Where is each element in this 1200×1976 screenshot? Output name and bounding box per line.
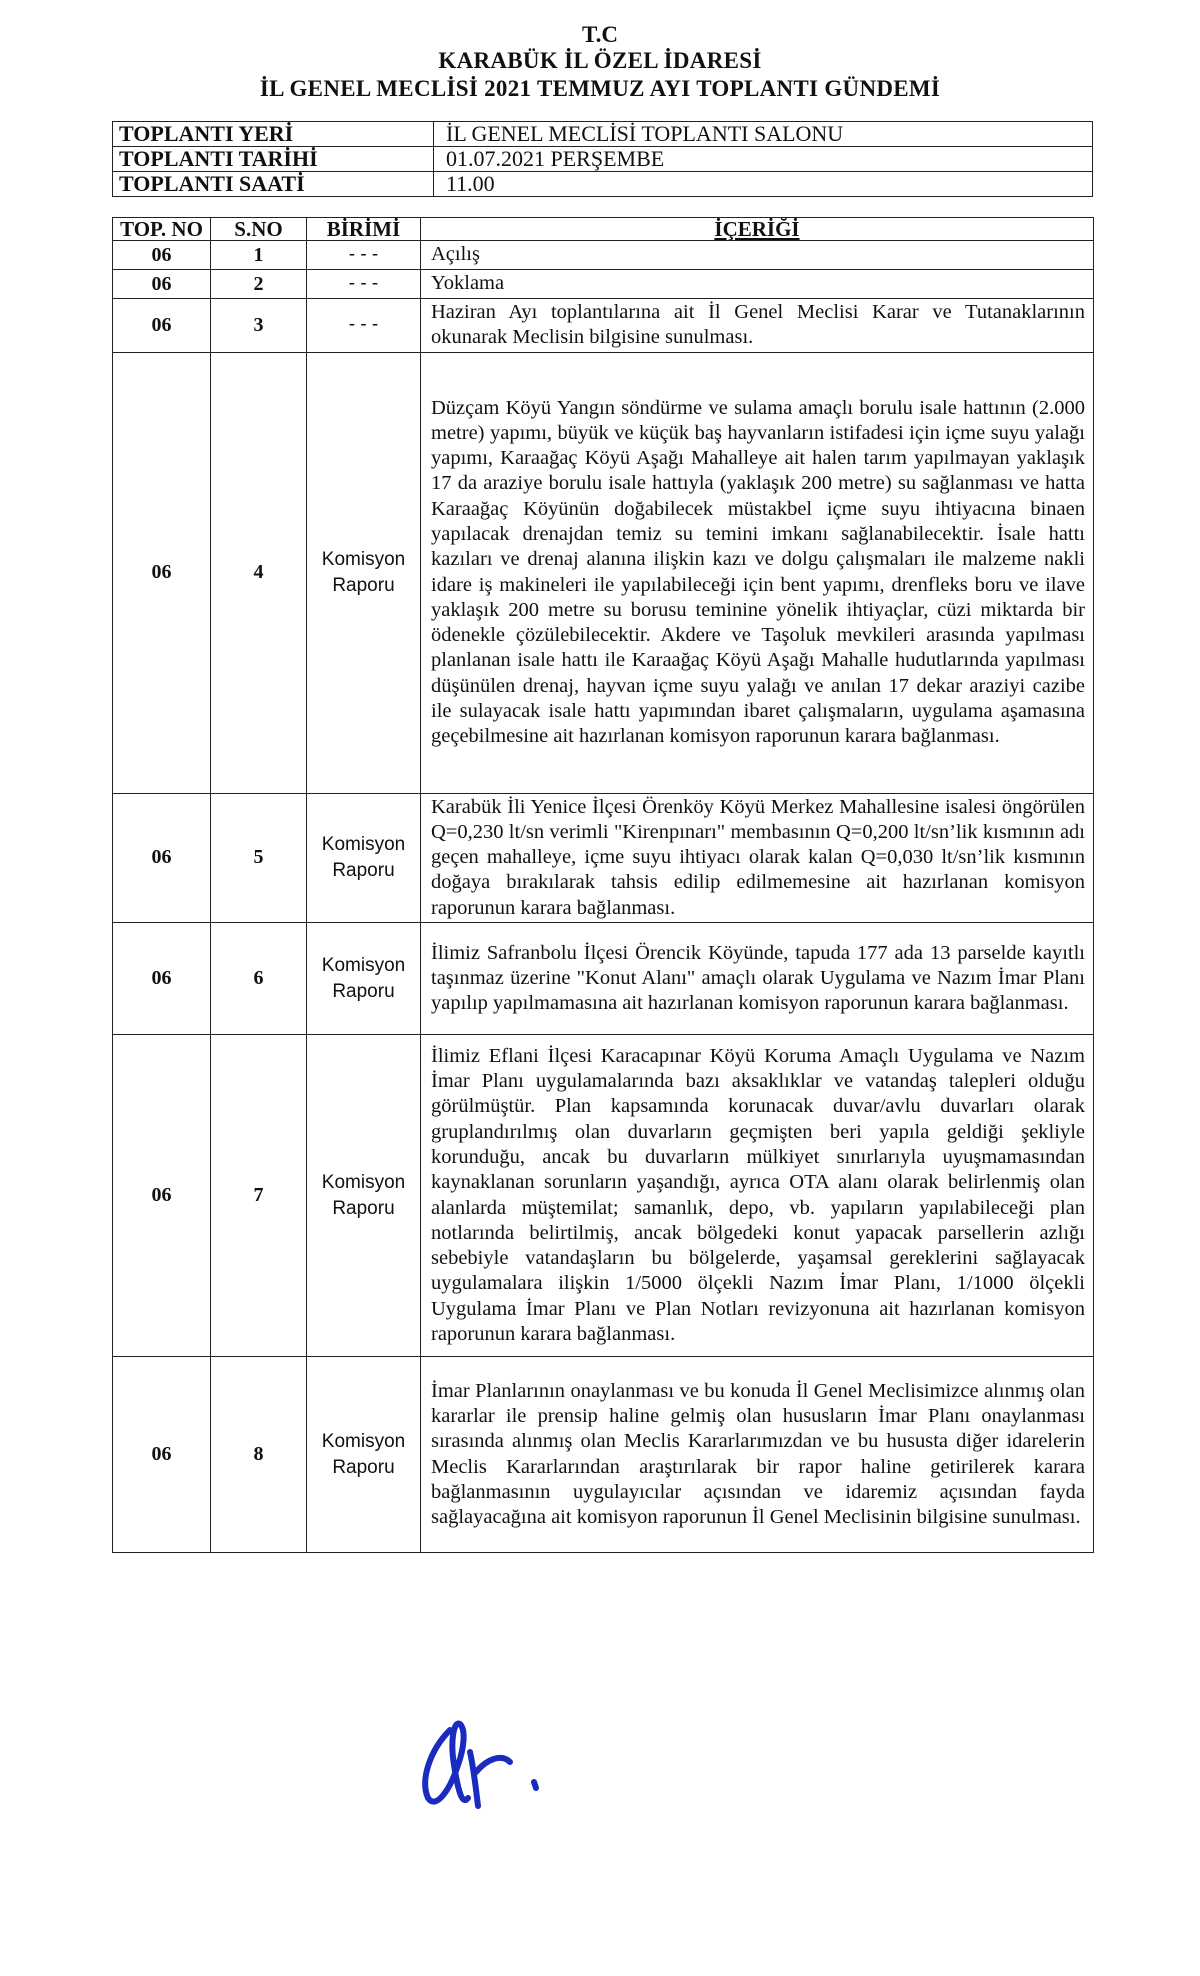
icerik-cell: İmar Planlarının onaylanması ve bu konuda İl Genel Meclisimizce alınmış olan kararlar ile prensip haline gelmiş olan hususların İmar Planı onaylanması sırasında alınmış olan Meclis Kararlarımızdan ve bu hususta diğer idarelerin Meclis Kararlarından araştırılarak bir rapor haline getirilerek karara bağlanmasının uygulayıcılar açısından ve idaremiz açısından fayda sağlayacağına ait komisyon raporunun İl Genel Meclisinin bilgisine sunulması. [421,1357,1094,1553]
s-no-cell: 2 [211,270,307,299]
agenda-table [112,217,1094,1553]
icerik-cell: Karabük İli Yenice İlçesi Örenköy Köyü Merkez Mahallesine isalesi öngörülen Q=0,230 lt/sn verimli "Kirenpınarı" membasının Q=0,200 lt/sn’lik kısmının adı geçen mahalleye, içme suyu ihtiyacı olarak kalan Q=0,030 lt/sn’lik kısmının doğaya bırakılarak tahsis edilip edilmemesine ait hazırlanan komisyon raporunun karara bağlanması. [421,793,1094,922]
top-no-cell: 06 [113,241,211,270]
top-no-cell: 06 [113,793,211,922]
top-no-cell: 06 [113,299,211,353]
agenda-header-row [113,218,1094,241]
meeting-time-label: TOPLANTI SAATİ [113,172,434,197]
meeting-time-row [113,172,1093,197]
meeting-place-value: İL GENEL MECLİSİ TOPLANTI SALONU [434,122,1093,147]
birimi-cell: Komisyon Raporu [307,1357,421,1553]
meeting-time-value: 11.00 [434,172,1093,197]
icerik-cell: İlimiz Safranbolu İlçesi Örencik Köyünde, tapuda 177 ada 13 parselde kayıtlı taşınmaz üzerine "Konut Alanı" amaçlı olarak Uygulama ve Nazım İmar Planı yapılıp yapılmamasına ait hazırlanan komisyon raporunun karara bağlanması. [421,923,1094,1035]
header-tc: T.C [582,22,618,47]
meeting-date-row [113,147,1093,172]
signature-stroke [534,1782,536,1788]
signature-stroke [470,1752,478,1806]
birimi-cell: - - - [307,241,421,270]
top-no-cell: 06 [113,1035,211,1357]
col-birimi: BİRİMİ [307,218,421,241]
table-row [113,270,1094,299]
col-icerigi: İÇERİĞİ [421,218,1094,241]
table-row [113,352,1094,793]
s-no-cell: 7 [211,1035,307,1357]
icerik-cell: Açılış [421,241,1094,270]
icerik-cell: İlimiz Eflani İlçesi Karacapınar Köyü Koruma Amaçlı Uygulama ve Nazım İmar Planı uygulamalarında bazı aksaklıklar ve vatandaş talepleri olduğu görülmüştür. Plan kapsamında korunacak duvar/avlu duvarları olarak gruplandırılmış olan duvarların geçmişten beri yapıla geldiği şekliyle korunduğu, ancak bu duvarların mülkiyet sınırlarıyla uyuşmamasından kaynaklanan sorunların yaşandığı, ayrıca OTA alanı olarak belirlenmiş olan alanlarda müştemilat; samanlık, depo, vb. yapıların yapılabileceği plan notlarında belirtilmiş, ancak bölgedeki konut yapacak parsellerin azlığı sebebiyle vatandaşların bu bölgelerde, yaşamsal gereklerini sağlayacak uygulamalara ilişkin 1/5000 ölçekli Nazım İmar Planı, 1/1000 ölçekli Uygulama İmar Planı ve Plan Notları revizyonuna ait hazırlanan komisyon raporunun karara bağlanması. [421,1035,1094,1357]
meeting-date-value: 01.07.2021 PERŞEMBE [434,147,1093,172]
top-no-cell: 06 [113,923,211,1035]
signature-stroke [476,1758,510,1772]
table-row [113,241,1094,270]
table-row [113,923,1094,1035]
s-no-cell: 1 [211,241,307,270]
s-no-cell: 4 [211,352,307,793]
meeting-place-row [113,122,1093,147]
birimi-cell: Komisyon Raporu [307,1035,421,1357]
table-row [113,1035,1094,1357]
col-top-no: TOP. NO [113,218,211,241]
table-row [113,1357,1094,1553]
signature [410,1710,560,1820]
meeting-date-label: TOPLANTI TARİHİ [113,147,434,172]
icerik-cell: Haziran Ayı toplantılarına ait İl Genel Meclisi Karar ve Tutanaklarının okunarak Meclisin bilgisine sunulması. [421,299,1094,353]
birimi-cell: Komisyon Raporu [307,793,421,922]
signature-stroke [425,1723,468,1801]
birimi-cell: Komisyon Raporu [307,352,421,793]
meeting-info-table [112,121,1093,197]
header-institution: KARABÜK İL ÖZEL İDARESİ [438,48,762,73]
s-no-cell: 6 [211,923,307,1035]
top-no-cell: 06 [113,352,211,793]
birimi-cell: - - - [307,270,421,299]
table-row [113,299,1094,353]
meeting-place-label: TOPLANTI YERİ [113,122,434,147]
s-no-cell: 5 [211,793,307,922]
header-agenda-title: İL GENEL MECLİSİ 2021 TEMMUZ AYI TOPLANTI GÜNDEMİ [259,76,941,101]
top-no-cell: 06 [113,1357,211,1553]
birimi-cell: Komisyon Raporu [307,923,421,1035]
s-no-cell: 3 [211,299,307,353]
table-row [113,793,1094,922]
top-no-cell: 06 [113,270,211,299]
icerik-cell: Yoklama [421,270,1094,299]
icerik-cell: Düzçam Köyü Yangın söndürme ve sulama amaçlı borulu isale hattının (2.000 metre) yapımı, büyük ve küçük baş hayvanların istifadesi için içme suyu yalağı yapımı, Karaağaç Köyü Aşağı Mahalleye ait halen tarım yapılmayan yaklaşık 17 da araziye borulu isale hattıyla (yaklaşık 200 metre) su sağlanması ve hatta Karaağaç Köyünün doğabilecek müstakbel içme suyu ihtiyacına binaen yapılacak drenajdan temiz su temini imkanı sağlanabilecektir. İsale hattı kazıları ve drenaj alanına ilişkin kazı ve dolgu çalışmaları ile malzeme nakli idare iş makineleri ile yapılabileceği için bent yapımı, drenfleks boru ve ilave yaklaşık 200 metre su borusu teminine yönelik ihtiyaçlar, cüzi miktarda bir ödenekle çözülebilecektir. Akdere ve Taşoluk mevkileri arasında yapılması planlanan isale hattı ile Karaağaç Köyü Aşağı Mahalle hudutlarında yapılması düşünülen drenaj, hayvan içme suyu yalağı ve anılan 17 dekar araziyi cazibe ile sulayacak isale hattı yapımından ibaret çalışmaların, uygulama aşamasına geçebilmesine ait hazırlanan komisyon raporunun karara bağlanması. [421,352,1094,793]
col-s-no: S.NO [211,218,307,241]
birimi-cell: - - - [307,299,421,353]
s-no-cell: 8 [211,1357,307,1553]
